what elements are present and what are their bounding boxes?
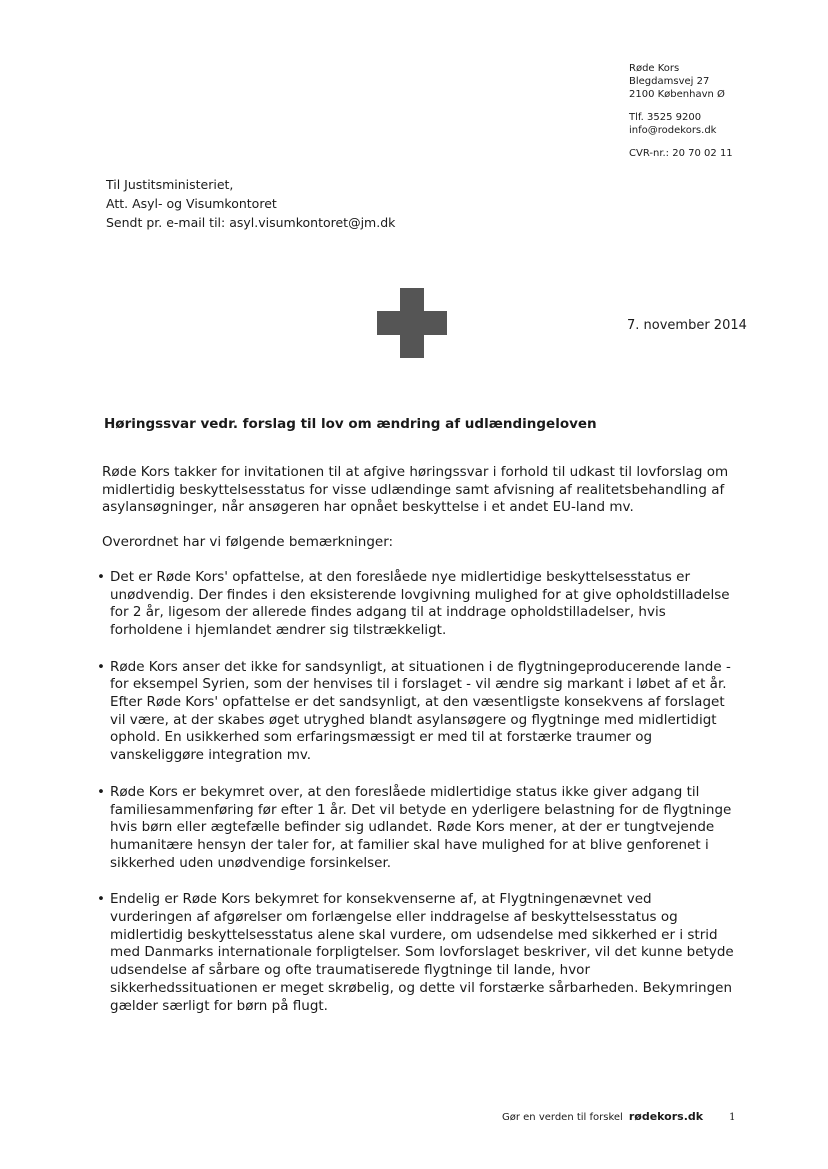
sender-name: Røde Kors [629, 63, 680, 74]
letter-subject: Høringssvar vedr. forslag til lov om ændring af udlændingeloven [104, 416, 597, 432]
sender-address [629, 62, 809, 160]
recipient-line-1: Til Justitsministeriet, [106, 177, 234, 192]
footer-site-link[interactable]: rødekors.dk [628, 1110, 704, 1123]
recipient-line-2: Att. Asyl- og Visumkontoret [106, 196, 277, 211]
letter-date: 7. november 2014 [627, 318, 747, 333]
sender-cvr: CVR-nr.: 20 70 02 11 [629, 148, 733, 159]
sender-street: Blegdamsvej 27 [629, 76, 710, 87]
intro-paragraph: Røde Kors takker for invitationen til at afgive høringssvar i forhold til udkast til lovforslag om midlertidig beskyttelsesstatus for visse udlændinge samt afvisning af realitetsbehandling af asylansøgninger, når ansøgeren har opnået beskyttelse i et andet EU-land mv. [102, 464, 729, 516]
sender-phone: Tlf. 3525 9200 [629, 112, 702, 123]
bullet-icon: • [97, 891, 105, 908]
remark-text: Endelig er Røde Kors bekymret for konsekvenserne af, at Flygtningenævnet ved vurderingen af afgørelser om forlængelse eller inddragelse af beskyttelsesstatus og midlertidig beskyttelsesstatus alene skal vurdere, om udsendelse med sikkerhed er i strid med Danmarks internationale forpligtelser. Som lovforslaget beskriver, vil det kunne betyde udsendelse af sårbare og ofte traumatiserede flygtninge til lande, hvor sikkerhedssituationen er meget skrøbelig, og dette vil forstærke sårbarheden. Bekymringen gælder særligt for børn på flugt. [110, 891, 734, 1014]
footer-tagline: Gør en verden til forskel [502, 1112, 623, 1123]
remark-item [97, 569, 737, 640]
page-footer [502, 1110, 735, 1123]
remark-text: Røde Kors er bekymret over, at den foreslåede midlertidige status ikke giver adgang til familiesammenføring før efter 1 år. Det vil betyde en yderligere belastning for de flygtninge hvis børn eller ægtefælle befinder sig udlandet. Røde Kors mener, at der er tungtvejende humanitære hensyn der taler for, at familier skal have mulighed for at blive genforenet i sikkerhed uden unødvendige forsinkelser. [110, 783, 732, 871]
bullet-icon: • [97, 568, 105, 585]
remark-item [97, 659, 737, 765]
bullet-icon: • [97, 658, 105, 675]
remark-item [97, 784, 737, 873]
remarks-list [97, 568, 737, 1015]
remark-text: Det er Røde Kors' opfattelse, at den foreslåede nye midlertidige beskyttelsesstatus er unødvendig. Der findes i den eksisterende lovgivning mulighed for at give opholdstilladelse for 2 år, ligesom der allerede findes adgang til at inddrage opholdstilladelser, hvis forholdene i hjemlandet ændrer sig tilstrækkeligt. [110, 568, 730, 638]
remark-text: Røde Kors anser det ikke for sandsynligt, at situationen i de flygtningeproducerende lande - for eksempel Syrien, som der henvises til i forslaget - vil ændre sig markant i løbet af et år. Efter Røde Kors' opfattelse er det sandsynligt, at den væsentligste konsekvens af forslaget vil være, at der skabes øget utryghed blandt asylansøgere og flygtninge med midlertidigt ophold. En usikkerhed som erfaringsmæssigt er med til at forstærke traumer og vanskeliggøre integration mv. [110, 658, 731, 764]
page-number: 1 [729, 1112, 736, 1123]
remark-item [97, 891, 737, 1015]
red-cross-icon [377, 288, 447, 358]
sender-city: 2100 København Ø [629, 89, 725, 100]
lead-paragraph: Overordnet har vi følgende bemærkninger: [102, 534, 394, 551]
bullet-icon: • [97, 783, 105, 800]
recipient-line-3: Sendt pr. e-mail til: asyl.visumkontoret@jm.dk [106, 215, 396, 230]
sender-email: info@rodekors.dk [629, 125, 717, 136]
letter-body [97, 464, 737, 1034]
recipient-address [106, 175, 506, 232]
